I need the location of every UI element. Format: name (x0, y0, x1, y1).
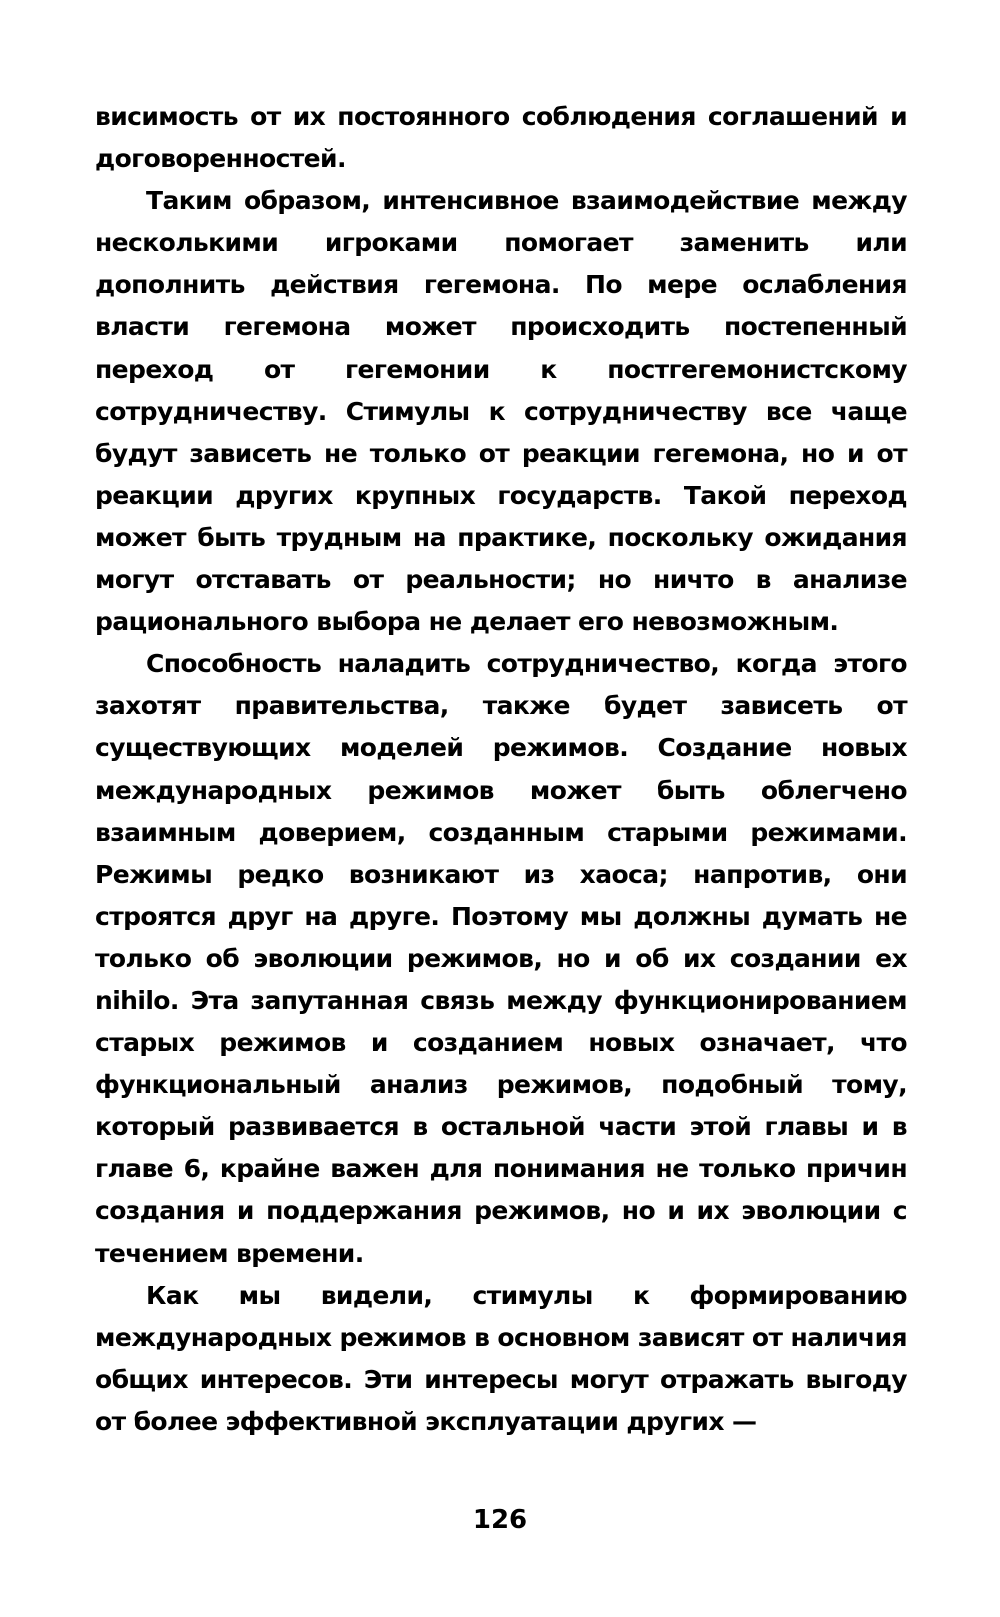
paragraph: Способность наладить сотрудничество, когда этого захотят правительства, также будет зависеть от существующих моделей режимов. Создание новых международных режимов может быть облегчено взаимным доверием, созданным старыми режимами. Режимы редко возникают из хаоса; напротив, они строятся друг на друге. Поэтому мы должны думать не только об эволюции режимов, но и об их создании ex nihilo. Эта запутанная связь между функционированием старых режимов и созданием новых означает, что функциональный анализ режимов, подобный тому, который развивается в остальной части этой главы и в главе 6, крайне важен для понимания не только причин создания и поддержания режимов, но и их эволюции с течением времени. (95, 649, 907, 1268)
paragraph-continuation: висимость от их постоянного соблюдения соглашений и договоренностей. (95, 102, 907, 174)
page-number: 126 (472, 1505, 528, 1535)
paragraph: Как мы видели, стимулы к формированию международных режимов в основном зависят от наличия общих интересов. Эти интересы могут отражать выгоду от более эффективной эксплуатации других — (95, 1280, 907, 1436)
body-text (95, 96, 907, 1443)
paragraph: Таким образом, интенсивное взаимодействие между несколькими игроками помогает заменить или дополнить действия гегемона. По мере ослабления власти гегемона может происходить постепенный переход от гегемонии к постгегемонистскому сотрудничеству. Стимулы к сотрудничеству все чаще будут зависеть не только от реакции гегемона, но и от реакции других крупных государств. Такой переход может быть трудным на практике, поскольку ожидания могут отставать от реальности; но ничто в анализе рационального выбора не делает его невозможным. (95, 186, 907, 637)
